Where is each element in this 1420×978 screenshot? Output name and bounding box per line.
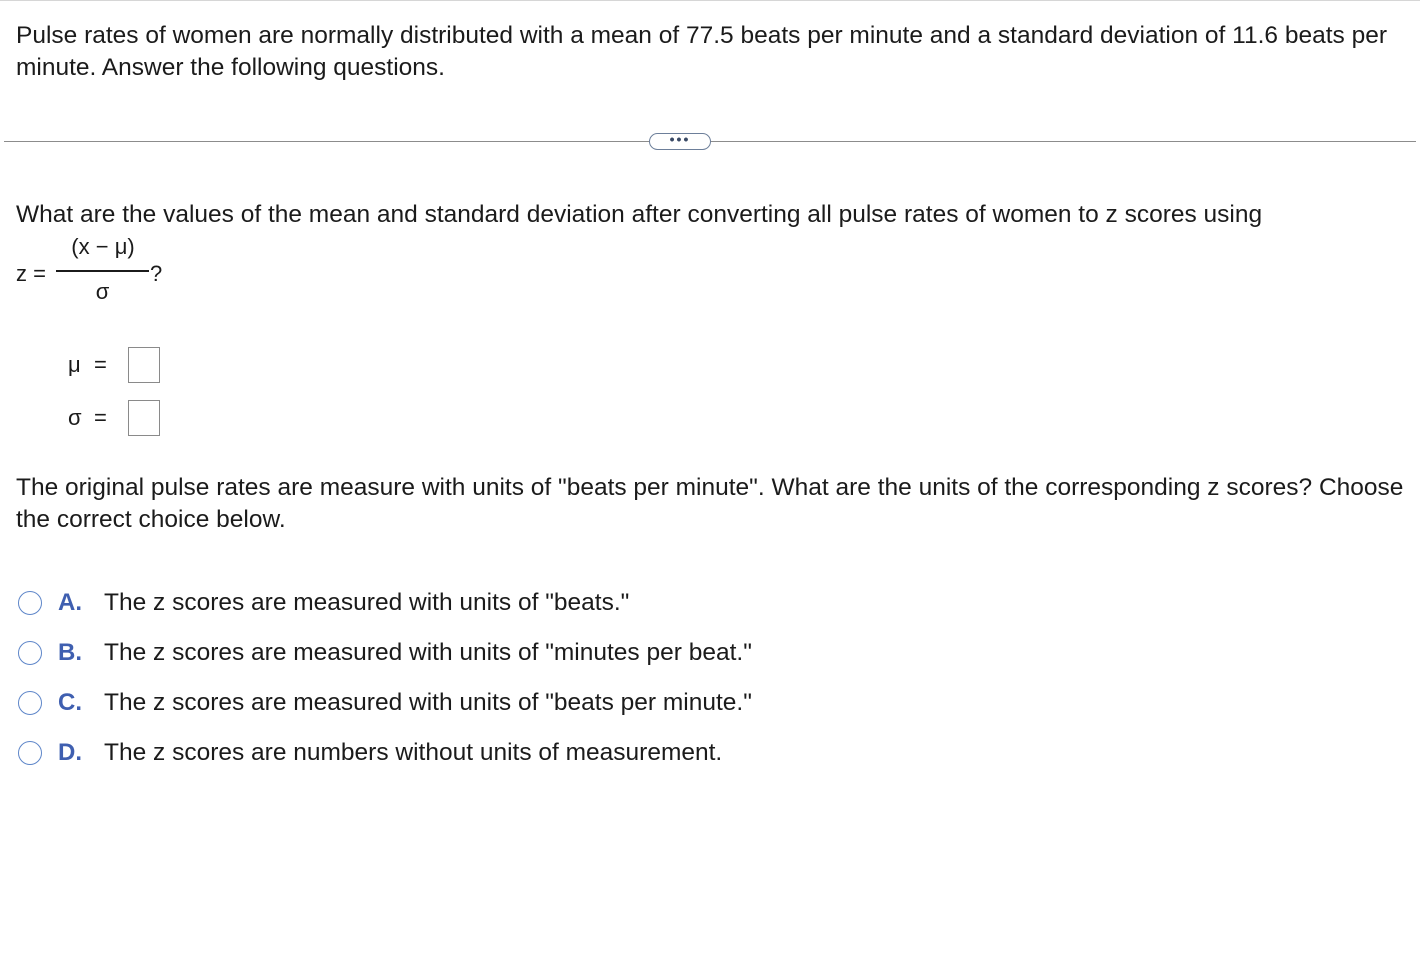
radio-button-icon[interactable] — [18, 641, 42, 665]
sd-answer-row — [68, 398, 160, 438]
choice-letter: B. — [58, 639, 82, 666]
choice-b[interactable] — [18, 628, 752, 678]
choice-text: The z scores are measured with units of "beats per minute." — [104, 689, 752, 716]
question-1-text: What are the values of the mean and standard deviation after converting all pulse rates of women to z scores using — [16, 201, 1263, 228]
mu-symbol: μ — [68, 352, 81, 377]
sigma-symbol: σ — [68, 405, 82, 430]
formula-denominator: σ — [95, 279, 110, 304]
choice-d[interactable] — [18, 728, 752, 778]
problem-intro: Pulse rates of women are normally distributed with a mean of 77.5 beats per minute and a standard deviation of 11.6 beats per minute. Answer the following questions. — [16, 22, 1387, 81]
mean-answer-input[interactable] — [128, 347, 160, 383]
formula-numerator: (x − μ) — [71, 234, 135, 259]
choice-letter: C. — [58, 689, 82, 716]
radio-button-icon[interactable] — [18, 591, 42, 615]
top-border — [0, 0, 1420, 1]
equals-sign: = — [94, 352, 107, 377]
choice-text: The z scores are measured with units of "beats." — [104, 589, 630, 616]
choice-c[interactable] — [18, 678, 752, 728]
question-2-text: The original pulse rates are measure with units of "beats per minute". What are the units of the corresponding z scores? Choose the correct choice below. — [16, 474, 1404, 533]
choice-text: The z scores are numbers without units of measurement. — [104, 739, 723, 766]
choice-text: The z scores are measured with units of "minutes per beat." — [104, 639, 752, 666]
equals-sign: = — [94, 405, 107, 430]
formula-question-mark: ? — [150, 261, 163, 286]
choice-list — [18, 578, 752, 778]
choice-a[interactable] — [18, 578, 752, 628]
radio-button-icon[interactable] — [18, 691, 42, 715]
z-score-formula — [16, 234, 216, 314]
radio-button-icon[interactable] — [18, 741, 42, 765]
choice-letter: A. — [58, 589, 82, 616]
sd-answer-input[interactable] — [128, 400, 160, 436]
fraction-bar — [56, 270, 149, 272]
expand-more-button[interactable] — [649, 130, 711, 150]
formula-lhs: z = — [16, 261, 46, 286]
ellipsis-icon: ••• — [669, 130, 691, 147]
mean-answer-row — [68, 345, 160, 385]
choice-letter: D. — [58, 739, 82, 766]
